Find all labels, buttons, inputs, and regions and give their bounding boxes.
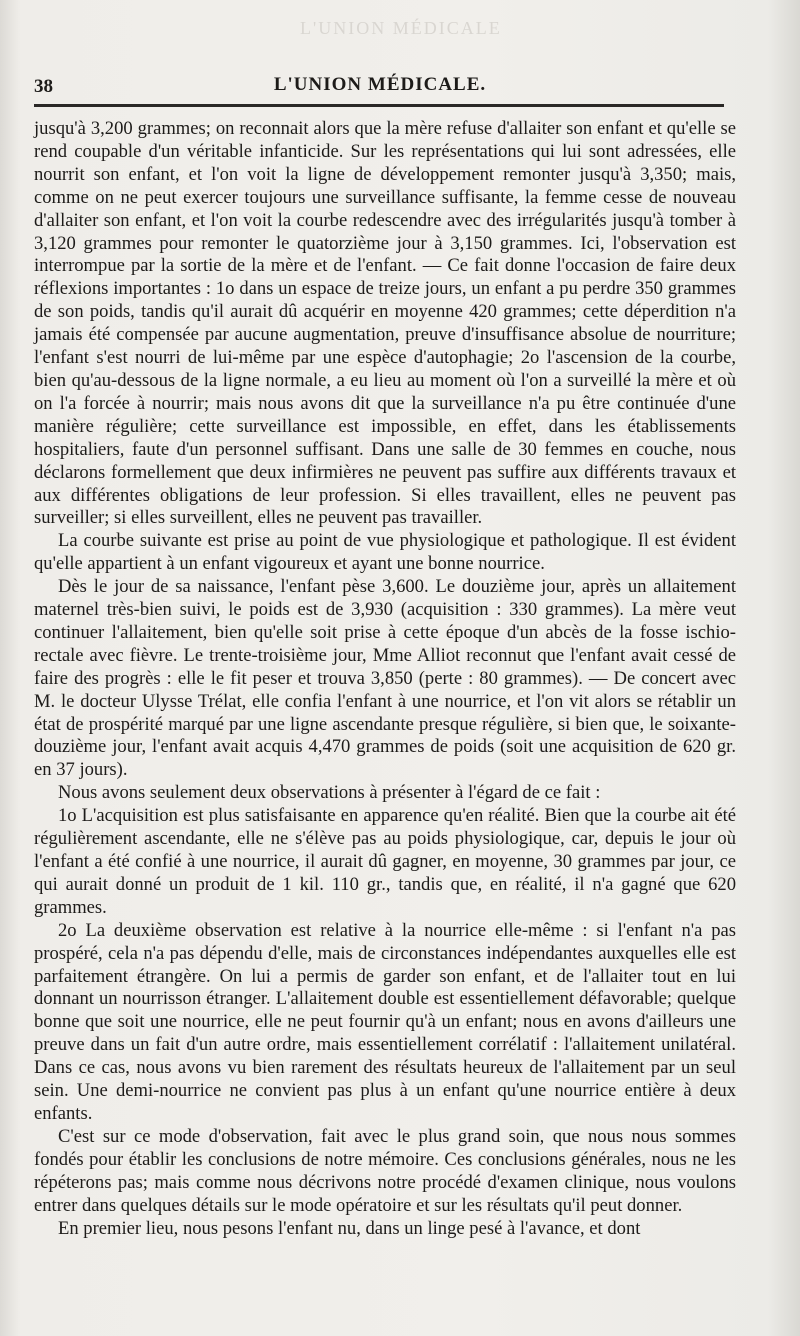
paragraph-continuation: jusqu'à 3,200 grammes; on reconnait alors que la mère refuse d'allaiter son enfant et qu'elle se rend coupable d'un véritable infanticide. Sur les représentations qui lui sont adressées, elle nourrit son enfant, et l'on voit la ligne de développement remonter jusqu'à 3,350; mais, comme on ne peut exercer toujours une surveillance suffisante, la femme cesse de nouveau d'allaiter son enfant, et l'on voit la courbe redescendre avec des irrégularités jusqu'à tomber à 3,120 grammes pour remonter le quatorzième jour à 3,150 grammes. Ici, l'observation est interrompue par la sortie de la mère et de l'enfant. — Ce fait donne l'occasion de faire deux réflexions importantes : 1o dans un espace de treize jours, un enfant a pu perdre 350 grammes de son poids, tandis qu'il aurait dû acquérir en moyenne 420 grammes; cette déperdition n'a jamais été compensée par aucune augmentation, preuve d'insuffisance absolue de nourriture; l'enfant s'est nourri de lui-même par une espèce d'autophagie; 2o l'ascension de la courbe, bien qu'au-dessous de la ligne normale, a eu lieu au moment où l'on a surveillé la mère et où on l'a forcée à nourrir; mais nous avons dit que la surveillance n'a pu être continuée d'une manière régulière; cette surveillance est impossible, en effet, dans les établissements hospitaliers, faute d'un personnel suffisant. Dans une salle de 30 femmes en couche, nous déclarons formellement que deux infirmières ne peuvent pas suffire aux différents travaux et aux différentes obligations de leur profession. Si elles travaillent, elles ne peuvent pas surveiller; si elles surveillent, elles ne peuvent pas travailler. <box>34 118 736 529</box>
paragraph-method: C'est sur ce mode d'observation, fait avec le plus grand soin, que nous nous sommes fondés pour établir les conclusions de notre mémoire. Ces conclusions générales, nous ne les répéterons pas; mais comme nous décrivons notre procédé d'examen clinique, nous voulons entrer dans quelques détails sur le mode opératoire et sur les résultats qu'il peut donner. <box>34 1125 736 1216</box>
page-number: 38 <box>34 76 53 97</box>
bleed-through-text: L'UNION MÉDICALE <box>300 18 502 38</box>
paragraph-observation-2: 2o La deuxième observation est relative à la nourrice elle-même : si l'enfant n'a pas prospéré, cela n'a pas dépendu d'elle, mais de circonstances indépendantes auxquelles elle est parfaitement étrangère. On lui a permis de garder son enfant, et de l'allaiter tout en lui donnant un nourrisson étranger. L'allaitement double est essentiellement défavorable; quelque bonne que soit une nourrice, elle ne peut fournir qu'à un enfant; nous en avons d'ailleurs une preuve dans un fait d'un autre ordre, mais essentiellement corrélatif : l'allaitement unilatéral. Dans ce cas, nous avons vu bien rarement des résultats heureux de l'allaitement par un seul sein. Une demi-nourrice ne convient pas plus à un enfant qu'une nourrice entière à deux enfants. <box>34 919 736 1124</box>
body-text <box>34 118 736 1240</box>
running-title: L'UNION MÉDICALE. <box>273 74 487 95</box>
paragraph-observations-intro: Nous avons seulement deux observations à présenter à l'égard de ce fait : <box>58 782 601 804</box>
paragraph-observation-1: 1o L'acquisition est plus satisfaisante en apparence qu'en réalité. Bien que la courbe ait été régulièrement ascendante, elle ne s'élève pas au poids physiologique, car, depuis le jour où l'enfant a été confié à une nourrice, il aurait dû gagner, en moyenne, 30 grammes par jour, ce qui aurait donné un produit de 1 kil. 110 gr., tandis que, en réalité, il n'a gagné que 620 grammes. <box>34 805 736 918</box>
header-rule <box>34 104 724 107</box>
paragraph-weighing: En premier lieu, nous pesons l'enfant nu, dans un linge pesé à l'avance, et dont <box>58 1217 641 1239</box>
paragraph-curve-intro: La courbe suivante est prise au point de vue physiologique et pathologique. Il est évident qu'elle appartient à un enfant vigoureux et ayant une bonne nourrice. <box>34 530 736 575</box>
paragraph-birth-weight: Dès le jour de sa naissance, l'enfant pèse 3,600. Le douzième jour, après un allaitement maternel très-bien suivi, le poids est de 3,930 (acquisition : 330 grammes). La mère veut continuer l'allaitement, bien qu'elle soit prise à cette époque d'un abcès de la fosse ischio-rectale avec fièvre. Le trente-troisième jour, Mme Alliot reconnut que l'enfant avait cessé de faire des progrès : elle le fit peser et trouva 3,850 (perte : 80 grammes). — De concert avec M. le docteur Ulysse Trélat, elle confia l'enfant à une nourrice, et l'on vit alors se rétablir un état de prospérité marqué par une ligne ascendante presque régulière, si bien que, le soixante-douzième jour, l'enfant avait acquis 4,470 grammes de poids (soit une acquisition de 620 gr. en 37 jours). <box>34 576 736 781</box>
